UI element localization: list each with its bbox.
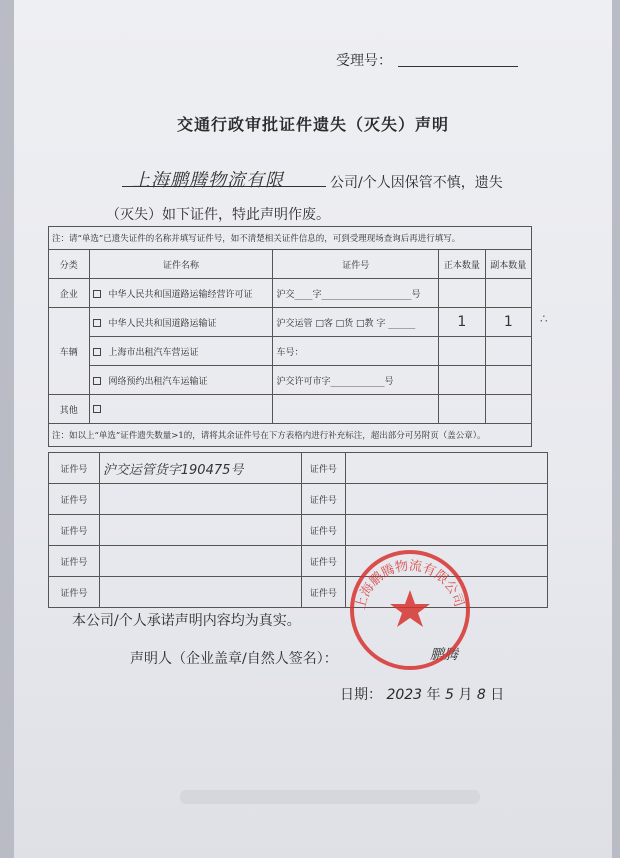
checkbox[interactable] bbox=[93, 319, 101, 327]
date-day-suffix: 日 bbox=[490, 687, 505, 703]
declarer-label: 声明人（企业盖章/自然人签名）： bbox=[130, 651, 338, 667]
cert-number-cell: 沪交许可市字____________号 bbox=[273, 366, 439, 395]
bleed-through bbox=[180, 790, 480, 804]
document-title: 交通行政审批证件遗失（灭失）声明 bbox=[176, 115, 449, 134]
copy-count-mark: 1 bbox=[485, 308, 531, 337]
category-enterprise: 企业 bbox=[49, 279, 90, 308]
date-month-suffix: 月 bbox=[458, 687, 473, 703]
original-count-cell bbox=[439, 279, 485, 308]
cert-number-cell: 车号： bbox=[273, 337, 439, 366]
certificate-table bbox=[48, 226, 532, 447]
supplement-value-handwritten[interactable]: 沪交运管货字190475号 bbox=[99, 453, 301, 484]
pen-mark: ∴ bbox=[540, 312, 548, 326]
category-other: 其他 bbox=[49, 395, 90, 424]
promise-text: 本公司/个人承诺声明内容均为真实。 bbox=[72, 613, 301, 629]
header-number: 证件号 bbox=[273, 250, 439, 279]
company-seal bbox=[346, 546, 474, 674]
cert-number-cell: 沪交运管 □客 □货 □教 字 ______ bbox=[273, 308, 439, 337]
date-month: 5 bbox=[445, 687, 454, 703]
seal-star-icon bbox=[390, 590, 430, 627]
company-name-underline bbox=[122, 186, 326, 187]
category-vehicle: 车辆 bbox=[49, 308, 90, 395]
table-note-2: 注：如以上“单选”证件遗失数量>1的，请将其余证件号在下方表格内进行补充标注，超出部分可另附页（盖公章）。 bbox=[49, 424, 532, 447]
supplement-value[interactable] bbox=[99, 484, 301, 515]
cert-number-cell: 沪交____字____________________号 bbox=[273, 279, 439, 308]
checkbox[interactable] bbox=[93, 348, 101, 356]
supplement-label: 证件号 bbox=[49, 546, 100, 577]
statement-line-2: （灭失）如下证件，特此声明作废。 bbox=[106, 207, 330, 223]
checkbox[interactable] bbox=[93, 405, 101, 413]
header-original: 正本数量 bbox=[439, 250, 485, 279]
date-row bbox=[340, 684, 504, 704]
header-name: 证件名称 bbox=[89, 250, 273, 279]
supplement-label: 证件号 bbox=[49, 515, 100, 546]
table-row[interactable]: 中华人民共和国道路运输证 bbox=[89, 308, 273, 337]
supplement-label: 证件号 bbox=[301, 515, 345, 546]
supplement-label: 证件号 bbox=[301, 546, 345, 577]
date-year-suffix: 年 bbox=[426, 687, 441, 703]
date-year: 2023 bbox=[386, 687, 423, 703]
checkbox[interactable] bbox=[93, 290, 101, 298]
svg-text:上海鹏腾物流有限公司: 上海鹏腾物流有限公司 bbox=[353, 558, 467, 612]
supplement-value[interactable] bbox=[346, 515, 548, 546]
supplement-value[interactable] bbox=[346, 453, 548, 484]
supplement-label: 证件号 bbox=[49, 453, 100, 484]
company-name-handwritten: 上海鹏腾物流有限 bbox=[132, 170, 284, 191]
supplement-value[interactable] bbox=[99, 577, 301, 608]
date-label: 日期： bbox=[340, 687, 382, 703]
supplement-value[interactable] bbox=[346, 484, 548, 515]
checkbox[interactable] bbox=[93, 377, 101, 385]
handwritten-signature: 鹏腾 bbox=[430, 647, 458, 663]
header-copy: 副本数量 bbox=[485, 250, 531, 279]
table-note: 注：请“单选”已遗失证件的名称并填写证件号，如不清楚相关证件信息的，可到受理现场查询后再进行填写。 bbox=[49, 227, 532, 250]
table-row[interactable]: 网络预约出租汽车运输证 bbox=[89, 366, 273, 395]
statement-line-1: 公司/个人因保管不慎，遗失 bbox=[330, 175, 503, 191]
supplement-value[interactable] bbox=[99, 546, 301, 577]
table-row[interactable] bbox=[89, 395, 273, 424]
supplement-label: 证件号 bbox=[49, 577, 100, 608]
accept-number-blank bbox=[398, 66, 518, 67]
supplement-label: 证件号 bbox=[49, 484, 100, 515]
supplement-label: 证件号 bbox=[301, 484, 345, 515]
date-day: 8 bbox=[476, 687, 486, 703]
header-category: 分类 bbox=[49, 250, 90, 279]
supplement-value[interactable] bbox=[99, 515, 301, 546]
original-count-mark: 1 bbox=[439, 308, 485, 337]
supplement-label: 证件号 bbox=[301, 453, 345, 484]
accept-number-label: 受理号： bbox=[336, 53, 392, 69]
table-row[interactable]: 中华人民共和国道路运输经营许可证 bbox=[89, 279, 273, 308]
table-row[interactable]: 上海市出租汽车营运证 bbox=[89, 337, 273, 366]
copy-count-cell bbox=[485, 279, 531, 308]
supplement-label: 证件号 bbox=[301, 577, 345, 608]
